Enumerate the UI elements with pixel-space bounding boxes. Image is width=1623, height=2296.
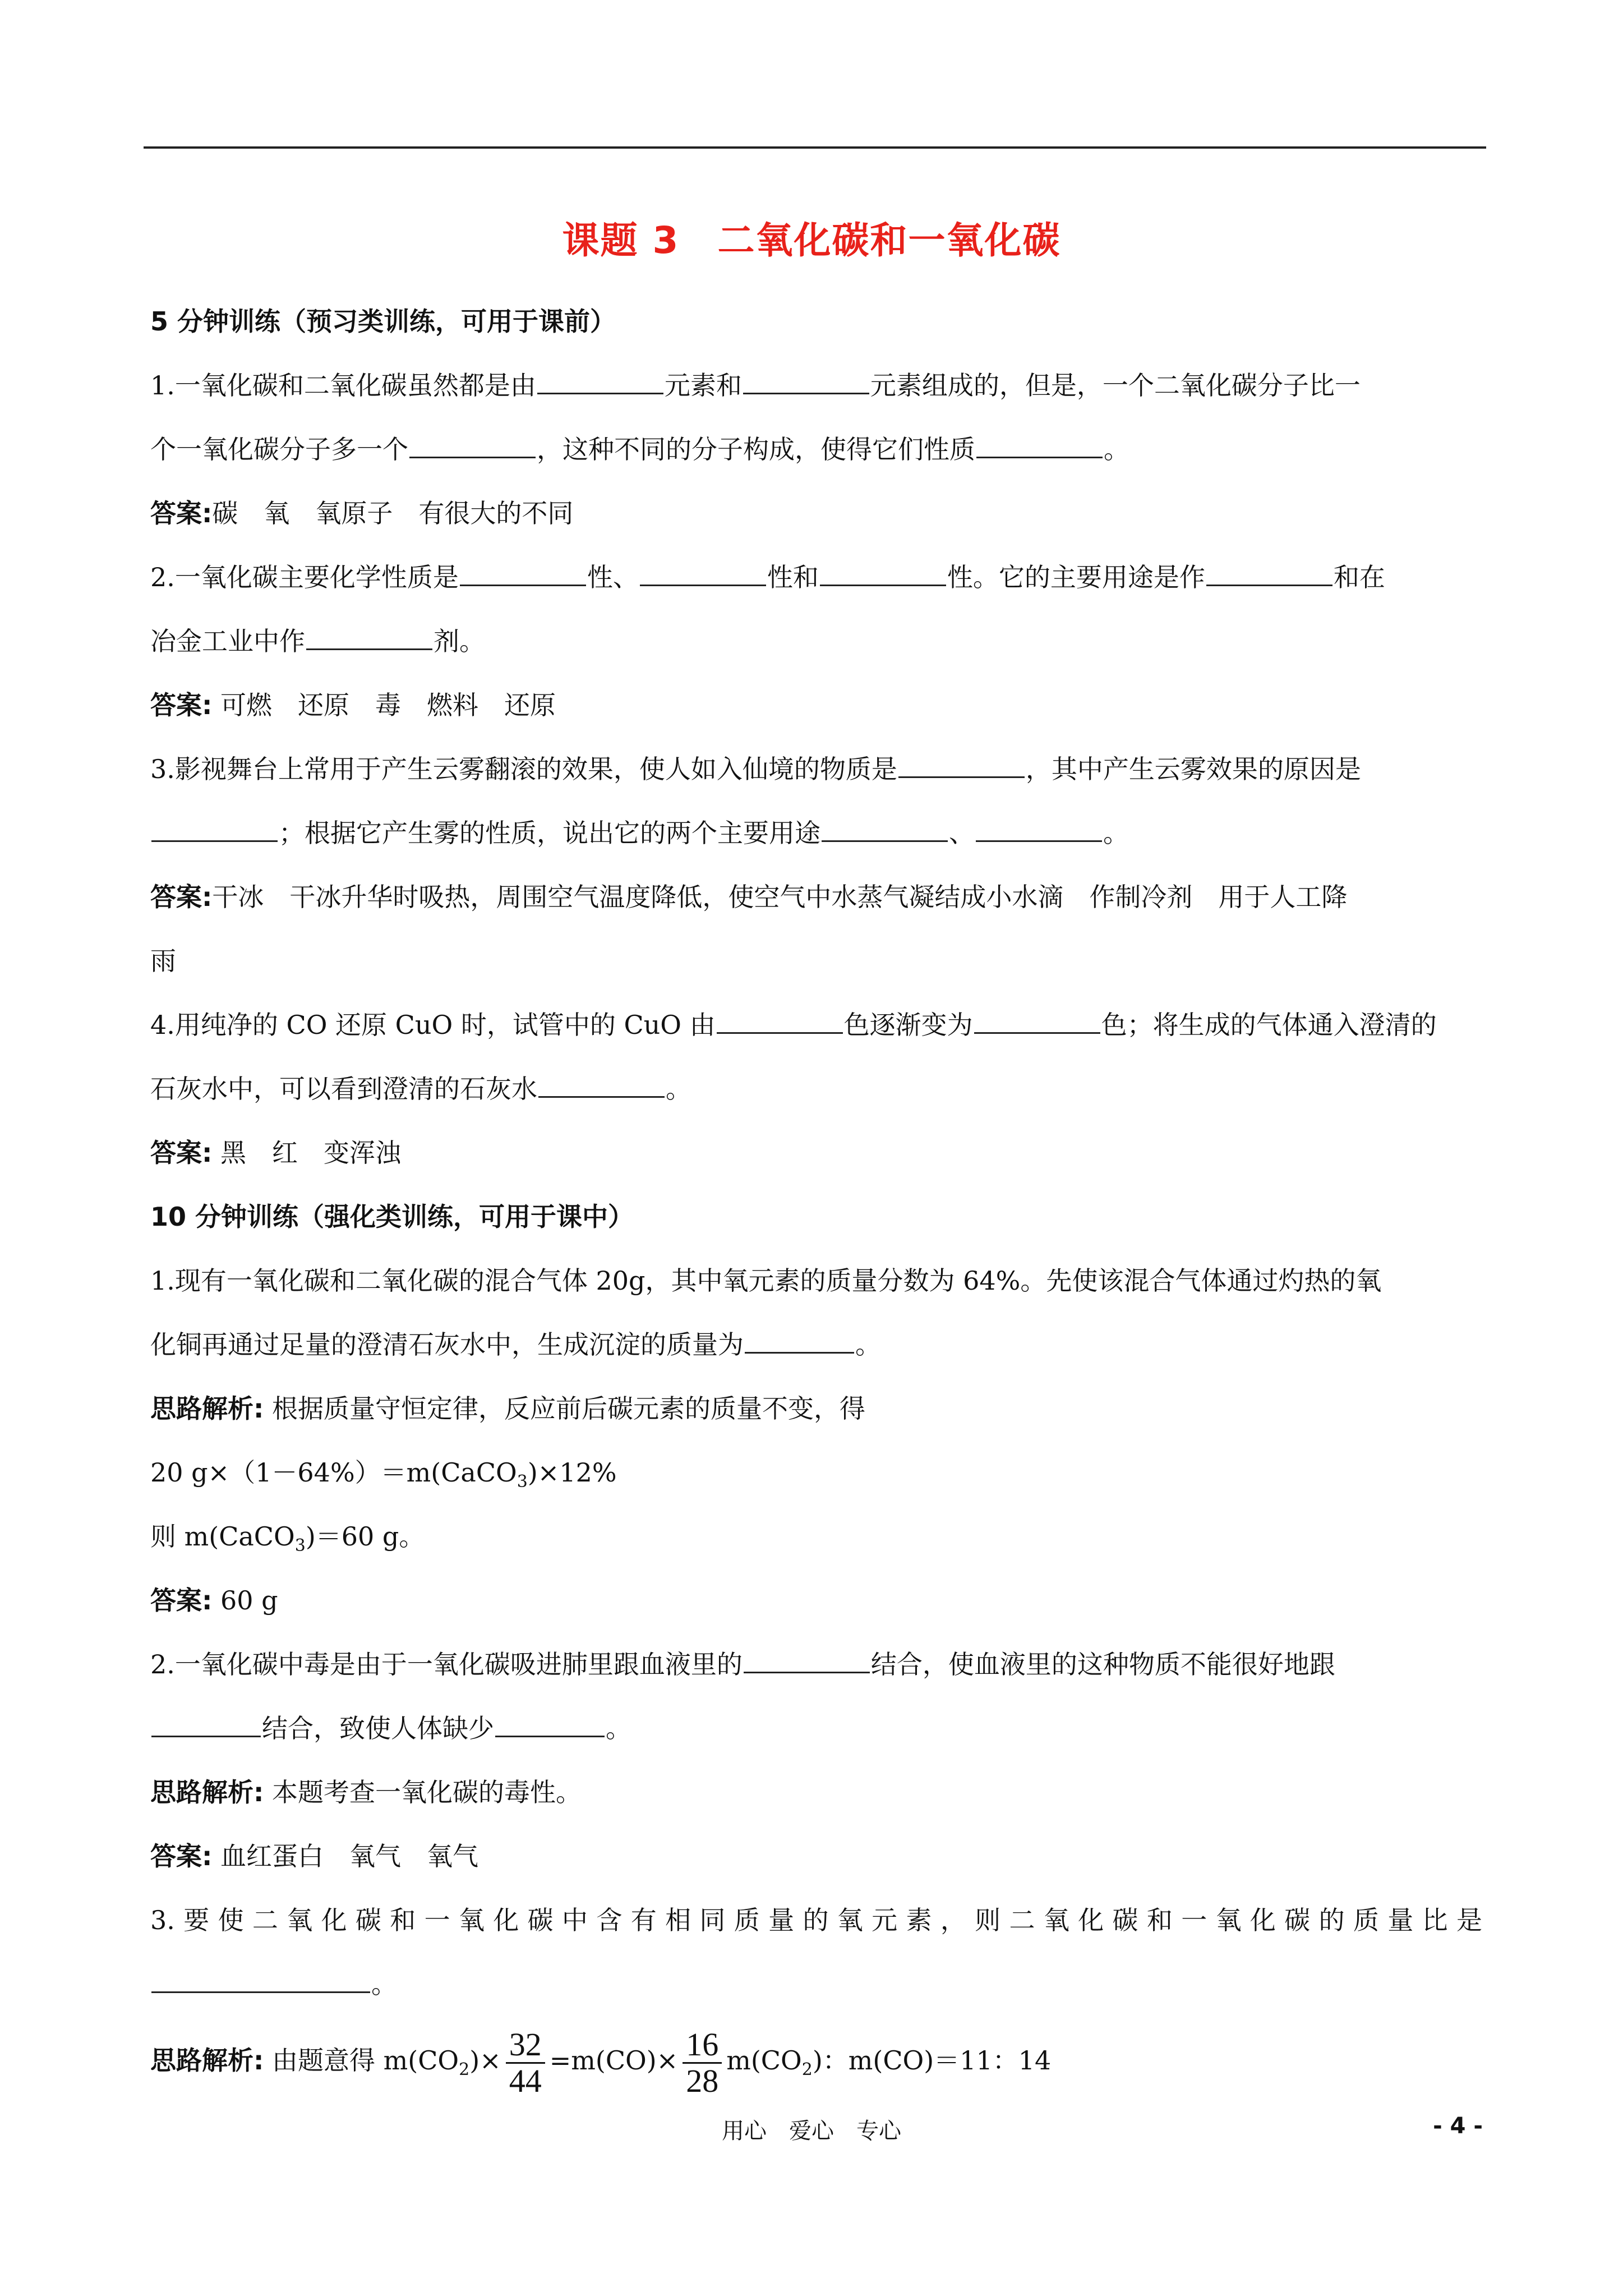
page-number: - 4 - (1433, 2113, 1483, 2139)
answer-text: 可燃 还原 毒 燃料 还原 (212, 690, 556, 720)
answer-label: 答案: (150, 498, 213, 528)
question-1-3-line2 (150, 803, 1482, 867)
text: 2.一氧化碳主要化学性质是 (150, 562, 459, 592)
answer-text: 碳 氧 氧原子 有很大的不同 (212, 498, 574, 528)
answer-blank (151, 1711, 261, 1737)
answer-1-3 (150, 867, 1482, 931)
answer-blank (537, 368, 663, 394)
question-1-2-line1 (150, 547, 1482, 611)
text: 石灰水中，可以看到澄清的石灰水 (150, 1074, 537, 1104)
text: 和在 (1333, 562, 1385, 592)
analysis-text: 根据质量守恒定律，反应前后碳元素的质量不变，得 (264, 1393, 866, 1424)
subscript: 3 (517, 1472, 528, 1492)
text: 剂。 (434, 626, 485, 656)
footer-motto: 用心 爱心 专心 (722, 2118, 901, 2144)
answer-blank (743, 368, 869, 394)
answer-1-1 (150, 484, 1482, 547)
analysis-label: 思路解析: (150, 1777, 264, 1807)
answer-blank (409, 432, 536, 458)
text: 色；将生成的气体通入澄清的 (1101, 1010, 1437, 1040)
answer-blank (151, 1967, 370, 1993)
text: 3.影视舞台上常用于产生云雾翻滚的效果，使人如入仙境的物质是 (150, 754, 897, 784)
question-2-2-line1 (150, 1635, 1482, 1699)
answer-blank (151, 816, 278, 842)
answer-label: 答案: (150, 1841, 213, 1871)
numerator: 16 (683, 2027, 722, 2064)
answer-blank (717, 1007, 843, 1034)
page-title: 课题 3 二氧化碳和一氧化碳 (562, 219, 1061, 262)
answer-label: 答案: (150, 1585, 213, 1616)
text: ，这种不同的分子构成，使得它们性质 (537, 434, 975, 464)
document-body (150, 292, 1482, 2102)
question-2-1-line1: 1.现有一氧化碳和二氧化碳的混合气体 20g，其中氧元素的质量分数为 64%。先使该混合气体通过灼热的氧 (150, 1266, 1382, 1296)
text: ，其中产生云雾效果的原因是 (1025, 754, 1361, 784)
text: 由题意得 m(CO (264, 2045, 459, 2076)
answer-text: 血红蛋白 氧气 氧气 (212, 1841, 479, 1871)
fraction-16-28 (683, 2027, 722, 2099)
text: =m(CO)× (549, 2045, 679, 2076)
text: 20 g×（1－64%）＝m(CaCO (150, 1457, 517, 1488)
answer-blank (495, 1711, 605, 1737)
question-2-3-line2 (150, 1954, 1482, 2018)
analysis-2-1 (150, 1379, 1482, 1443)
subscript: 2 (459, 2060, 470, 2080)
text: 。 (1103, 818, 1129, 848)
text: 2.一氧化碳中毒是由于一氧化碳吸进肺里跟血液里的 (150, 1649, 743, 1680)
answer-text: 60 g (212, 1585, 278, 1616)
numerator: 32 (506, 2027, 545, 2064)
answer-blank (460, 560, 586, 586)
analysis-label: 思路解析: (150, 2045, 264, 2076)
answer-1-2 (150, 675, 1482, 739)
question-1-2-line2 (150, 611, 1482, 675)
text: 性。它的主要用途是作 (947, 562, 1205, 592)
answer-blank (306, 624, 432, 650)
denominator: 44 (509, 2062, 542, 2099)
analysis-2-3 (150, 2018, 1482, 2102)
text: )×12% (527, 1457, 617, 1488)
header-rule (144, 146, 1486, 149)
section-heading-10min: 10 分钟训练（强化类训练，可用于课中） (150, 1202, 634, 1232)
text: 化铜再通过足量的澄清石灰水中，生成沉淀的质量为 (150, 1329, 744, 1360)
question-2-3-line1: 3.要使二氧化碳和一氧化碳中含有相同质量的氧元素，则二氧化碳和一氧化碳的质量比是 (150, 1905, 1482, 1935)
formula-2-1-b (150, 1507, 1482, 1571)
answer-text: 干冰 干冰升华时吸热，周围空气温度降低，使空气中水蒸气凝结成小水滴 作制冷剂 用于人工降 (212, 882, 1348, 912)
text: 。 (371, 1969, 397, 1999)
analysis-label: 思路解析: (150, 1393, 264, 1424)
text: 。 (1104, 434, 1129, 464)
text: 元素组成的，但是，一个二氧化碳分子比一 (870, 370, 1361, 401)
answer-2-1 (150, 1571, 1482, 1635)
text: 。 (855, 1329, 881, 1360)
subscript: 3 (294, 1536, 306, 1556)
answer-blank (898, 752, 1025, 778)
question-1-1-line2 (150, 420, 1482, 484)
answer-blank (745, 1327, 854, 1354)
answer-blank (744, 1647, 870, 1673)
subscript: 2 (801, 2060, 813, 2080)
text: )＝60 g。 (305, 1521, 425, 1552)
answer-text: 黑 红 变浑浊 (212, 1138, 402, 1168)
text: 结合，致使人体缺少 (262, 1713, 494, 1743)
question-2-1-line2 (150, 1315, 1482, 1379)
text: 4.用纯净的 CO 还原 CuO 时，试管中的 CuO 由 (150, 1010, 716, 1040)
answer-label: 答案: (150, 1138, 213, 1168)
question-1-4-line1 (150, 995, 1482, 1059)
answer-blank (640, 560, 766, 586)
text: 冶金工业中作 (150, 626, 305, 656)
text: )：m(CO)＝11：14 (812, 2045, 1052, 2076)
answer-blank (976, 432, 1103, 458)
text: 、 (949, 818, 975, 848)
formula-2-1-a (150, 1443, 1482, 1507)
analysis-2-2 (150, 1763, 1482, 1826)
question-1-1-line1 (150, 356, 1482, 420)
answer-label: 答案: (150, 690, 213, 720)
text: m(CO (726, 2045, 802, 2076)
answer-2-2 (150, 1826, 1482, 1890)
text: 色逐渐变为 (843, 1010, 973, 1040)
answer-blank (976, 816, 1102, 842)
text: ；根据它产生雾的性质，说出它的两个主要用途 (279, 818, 820, 848)
answer-label: 答案: (150, 882, 213, 912)
text: 元素和 (664, 370, 742, 401)
text: 则 m(CaCO (150, 1521, 295, 1552)
text: 1.一氧化碳和二氧化碳虽然都是由 (150, 370, 536, 401)
answer-blank (822, 816, 948, 842)
text: 性和 (767, 562, 819, 592)
answer-blank (974, 1007, 1100, 1034)
answer-blank (1206, 560, 1332, 586)
answer-blank (538, 1071, 665, 1098)
answer-1-3-cont: 雨 (150, 946, 176, 976)
question-1-4-line2 (150, 1059, 1482, 1123)
text: )× (469, 2045, 501, 2076)
text: 结合，使血液里的这种物质不能很好地跟 (870, 1649, 1335, 1680)
text: 性、 (587, 562, 639, 592)
answer-1-4 (150, 1123, 1482, 1187)
question-1-3-line1 (150, 739, 1482, 803)
fraction-32-44 (506, 2027, 545, 2099)
denominator: 28 (686, 2062, 719, 2099)
answer-blank (820, 560, 946, 586)
analysis-text: 本题考查一氧化碳的毒性。 (264, 1777, 582, 1807)
question-2-2-line2 (150, 1699, 1482, 1763)
text: 。 (606, 1713, 631, 1743)
section-heading-5min: 5 分钟训练（预习类训练，可用于课前） (150, 306, 616, 337)
text: 个一氧化碳分子多一个 (150, 434, 408, 464)
text: 。 (666, 1074, 691, 1104)
